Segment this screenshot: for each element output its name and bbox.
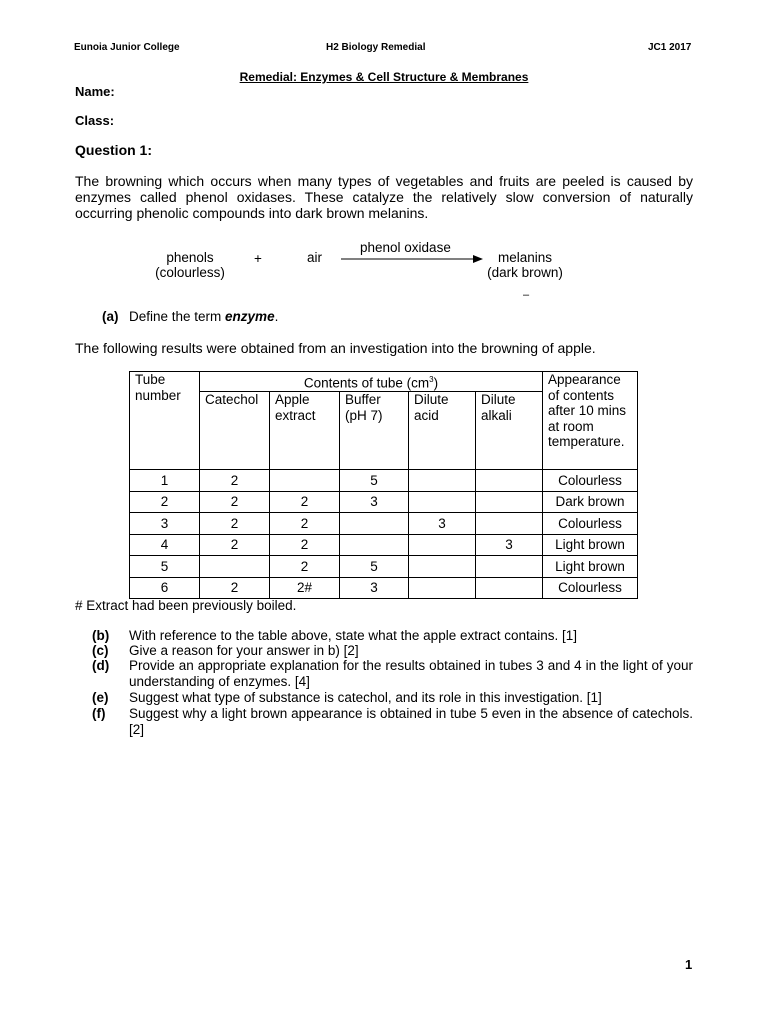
part-b-text: With reference to the table above, state what the apple extract contains. [1] <box>129 628 578 643</box>
part-a-label: (a) <box>102 309 119 324</box>
tube-number-header: Tube number <box>130 372 200 470</box>
table-row: 5 2 5 Light brown <box>130 556 638 578</box>
reaction-arrow <box>340 253 485 265</box>
contents-header: Contents of tube $(cm^3)$ <box>200 372 543 392</box>
reactant-air: air <box>307 250 323 265</box>
table-row: 6 2 2# 3 Colourless <box>130 577 638 599</box>
part-c-text: Give a reason for your answer in b) [2] <box>129 643 359 658</box>
product-note: (dark brown) <box>487 265 563 280</box>
table-row: 1 2 5 Colourless <box>130 470 638 492</box>
col-apple-extract: Apple extract <box>270 392 340 470</box>
part-f-text: Suggest why a light brown appearance is obtained in tube 5 even in the absence of catechols. [2] <box>129 706 693 737</box>
part-c-label: (c) <box>92 643 109 658</box>
table-row: 2 2 2 3 Dark brown <box>130 491 638 513</box>
enzyme-term: enzyme <box>225 309 275 324</box>
header-subject: H2 Biology Remedial <box>326 42 426 53</box>
col-dilute-acid: Dilute acid <box>409 392 476 470</box>
part-d-text: Provide an appropriate explanation for the results obtained in tubes 3 and 4 in the light of your understanding of enzymes. [4] <box>129 658 693 689</box>
part-f-label: (f) <box>92 706 106 721</box>
part-d-label: (d) <box>92 658 110 673</box>
col-catechol: Catechol <box>200 392 270 470</box>
col-dilute-alkali: Dilute alkali <box>476 392 543 470</box>
header-year: JC1 2017 <box>648 42 692 53</box>
class-label: Class: <box>75 113 115 128</box>
dash-mark: – <box>523 289 530 301</box>
part-e-label: (e) <box>92 690 109 705</box>
table-intro: The following results were obtained from an investigation into the browning of apple. <box>75 340 596 356</box>
header-school: Eunoia Junior College <box>74 42 180 53</box>
question-heading: Question 1: <box>75 142 153 158</box>
results-table <box>129 371 638 599</box>
enzyme-label: phenol oxidase <box>360 240 451 255</box>
appearance-header: Appearance of contents after 10 mins at room temperature. <box>543 372 638 470</box>
product-melanins: melanins <box>497 250 553 265</box>
part-a-text: Define the term enzyme. <box>129 309 279 324</box>
reactant-phenols-note: (colourless) <box>155 265 225 280</box>
name-label: Name: <box>75 84 115 99</box>
intro-paragraph: The browning which occurs when many types of vegetables and fruits are peeled is caused by enzymes called phenol oxidases. These catalyze the relatively slow conversion of naturally occurring phenolic compounds into dark brown melanins. <box>75 173 693 221</box>
table-row: 4 2 2 3 Light brown <box>130 534 638 556</box>
part-b-label: (b) <box>92 628 110 643</box>
part-e-text: Suggest what type of substance is catechol, and its role in this investigation. [1] <box>129 690 602 705</box>
page-number: 1 <box>685 957 693 972</box>
table-footnote: # Extract had been previously boiled. <box>75 598 297 613</box>
table-row: 3 2 2 3 Colourless <box>130 513 638 535</box>
col-buffer: Buffer (pH 7) <box>340 392 409 470</box>
reactant-phenols: phenols <box>166 250 214 265</box>
plus-sign: + <box>254 251 262 266</box>
page-title: Remedial: Enzymes & Cell Structure & Membranes <box>239 70 529 84</box>
